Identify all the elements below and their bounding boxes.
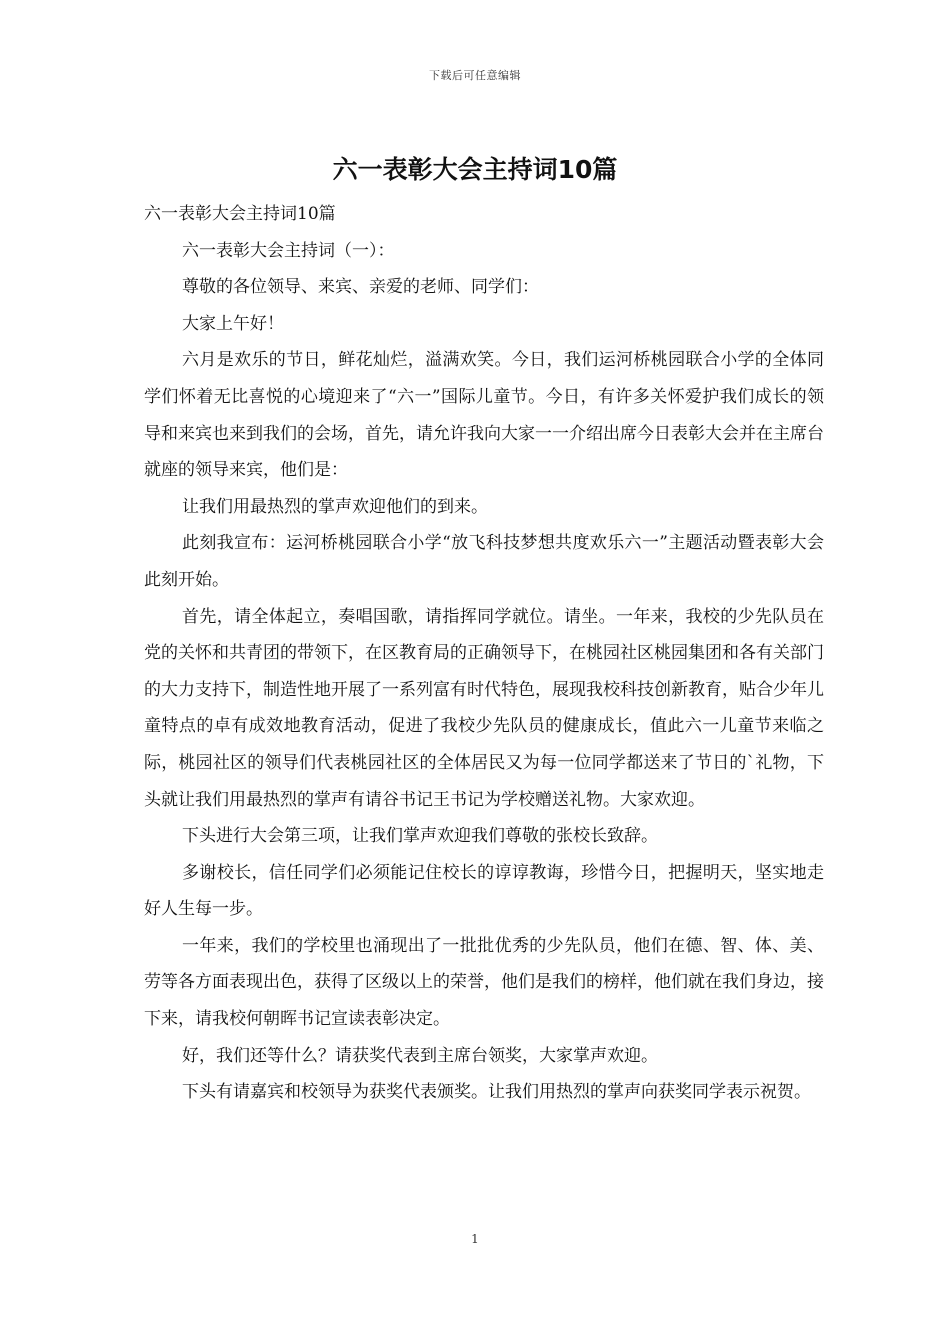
document-title: 六一表彰大会主持词10篇 <box>332 155 618 184</box>
body-paragraph: 让我们用最热烈的掌声欢迎他们的到来。 <box>182 496 488 517</box>
header-note: 下载后可任意编辑 <box>429 69 521 82</box>
body-paragraph: 下头有请嘉宾和校领导为获奖代表颁奖。让我们用热烈的掌声向获奖同学表示祝贺。 <box>182 1082 811 1103</box>
greeting: 大家上午好！ <box>182 313 284 334</box>
body-paragraph: 下头进行大会第三项，让我们掌声欢迎我们尊敬的张校长致辞。 <box>182 826 658 847</box>
body-paragraph: 一年来，我们的学校里也涌现出了一批批优秀的少先队员，他们在德、智、体、美、劳等各方面表现出色，获得了区级以上的荣誉，他们是我们的榜样，他们就在我们身边，接下来，请我校何朝晖书记宣读表彰决定。 <box>144 935 824 1030</box>
document-body <box>144 196 824 1111</box>
body-paragraph: 多谢校长，信任同学们必须能记住校长的谆谆教诲，珍惜今日，把握明天，坚实地走好人生每一步。 <box>144 862 824 920</box>
subtitle-paragraph: 六一表彰大会主持词10篇 <box>144 204 336 224</box>
body-paragraph: 六月是欢乐的节日，鲜花灿烂，溢满欢笑。今日，我们运河桥桃园联合小学的全体同学们怀着无比喜悦的心境迎来了“六一”国际儿童节。今日，有许多关怀爱护我们成长的领导和来宾也来到我们的会场，首先，请允许我向大家一一介绍出席今日表彰大会并在主席台就座的领导来宾，他们是： <box>144 350 824 481</box>
page-number: 1 <box>471 1232 479 1246</box>
section-heading: 六一表彰大会主持词（一）： <box>182 240 395 261</box>
body-paragraph: 此刻我宣布：运河桥桃园联合小学“放飞科技梦想共度欢乐六一”主题活动暨表彰大会此刻开始。 <box>144 533 824 590</box>
salutation: 尊敬的各位领导、来宾、亲爱的老师、同学们： <box>182 277 539 298</box>
body-paragraph: 首先，请全体起立，奏唱国歌，请指挥同学就位。请坐。一年来，我校的少先队员在党的关怀和共青团的带领下，在区教育局的正确领导下，在桃园社区桃园集团和各有关部门的大力支持下，制造性地开展了一系列富有时代特色，展现我校科技创新教育，贴合少年儿童特点的卓有成效地教育活动，促进了我校少先队员的健康成长，值此六一儿童节来临之际，桃园社区的领导们代表桃园社区的全体居民又为每一位同学都送来了节日的`礼物，下头就让我们用最热烈的掌声有请谷书记王书记为学校赠送礼物。大家欢迎。 <box>144 606 824 810</box>
body-paragraph: 好，我们还等什么？请获奖代表到主席台领奖，大家掌声欢迎。 <box>182 1045 658 1066</box>
